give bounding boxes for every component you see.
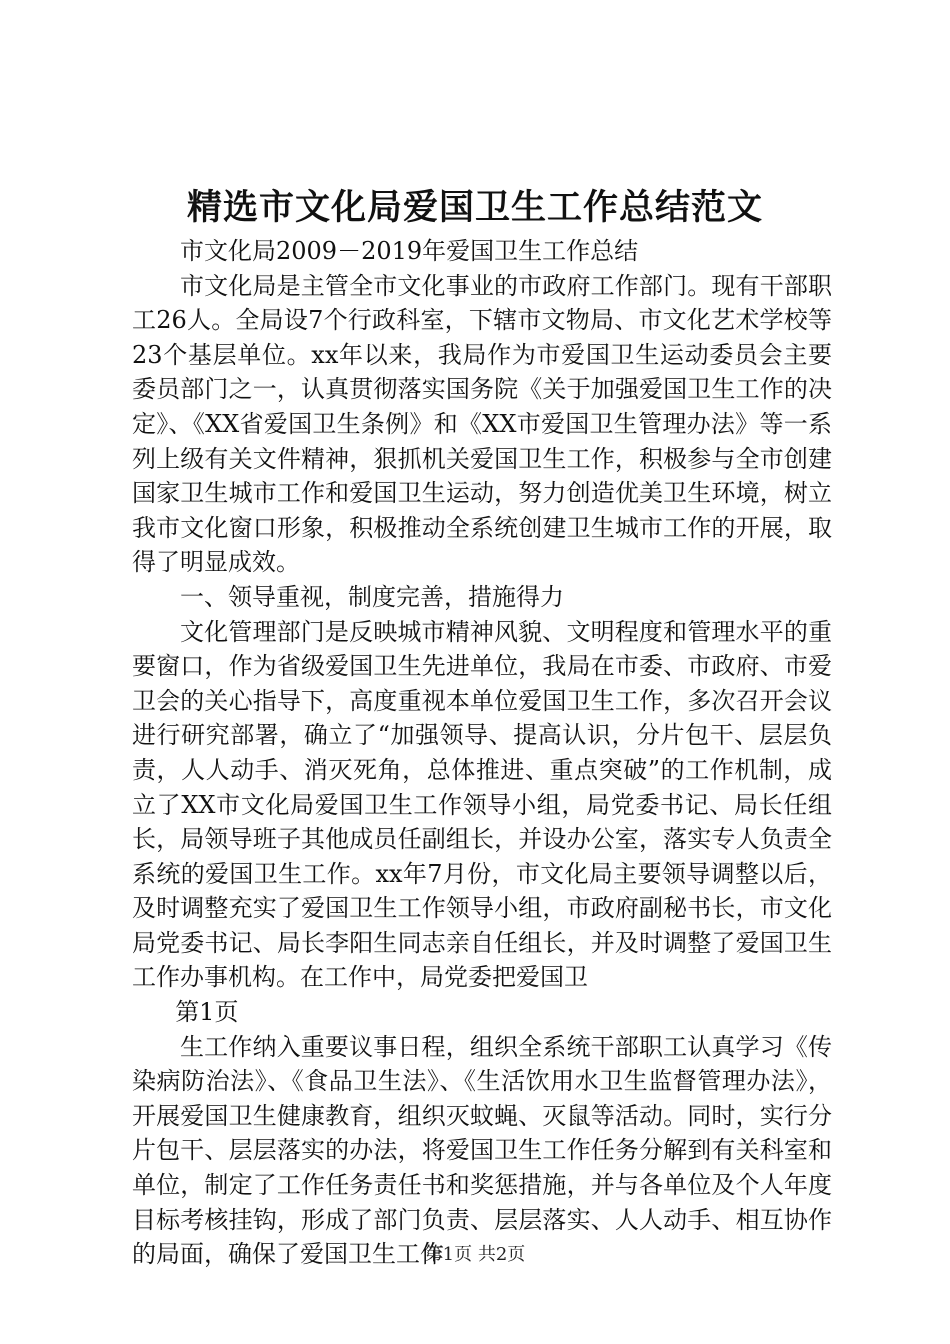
subtitle-paragraph: 市文化局2009－2019年爱国卫生工作总结	[180, 237, 639, 265]
body-paragraph: 生工作纳入重要议事日程，组织全系统干部职工认真学习《传染病防治法》、《食品卫生法》、《生活饮用水卫生监督管理办法》，开展爱国卫生健康教育，组织灭蚊蝇、灭鼠等活动。同时，实行分片包干、层层落实的办法，将爱国卫生工作任务分解到有关科室和单位，制定了工作任务责任书和奖惩措施，并与各单位及个人年度目标考核挂钩，形成了部门负责、层层落实、人人动手、相互协作的局面，确保了爱国卫生工作	[132, 1032, 832, 1269]
body-paragraph: 文化管理部门是反映城市精神风貌、文明程度和管理水平的重要窗口，作为省级爱国卫生先进单位，我局在市委、市政府、市爱卫会的关心指导下，高度重视本单位爱国卫生工作，多次召开会议进行研究部署，确立了“加强领导、提高认识，分片包干、层层负责，人人动手、消灭死角，总体推进、重点突破”的工作机制，成立了XX市文化局爱国卫生工作领导小组，局党委书记、局长任组长，局领导班子其他成员任副组长，并设办公室，落实专人负责全系统的爱国卫生工作。xx年7月份，市文化局主要领导调整以后，及时调整充实了爱国卫生工作领导小组，市政府副秘书长，市文化局党委书记、局长李阳生同志亲自任组长，并及时调整了爱国卫生工作办事机构。在工作中，局党委把爱国卫	[132, 617, 832, 992]
section-heading: 一、领导重视，制度完善，措施得力	[180, 582, 564, 611]
body-paragraph: 市文化局是主管全市文化事业的市政府工作部门。现有干部职工26人。全局设7个行政科室，下辖市文物局、市文化艺术学校等23个基层单位。xx年以来，我局作为市爱国卫生运动委员会主要委员部门之一，认真贯彻落实国务院《关于加强爱国卫生工作的决定》、《XX省爱国卫生条例》和《XX市爱国卫生管理办法》等一系列上级有关文件精神，狠抓机关爱国卫生工作，积极参与全市创建国家卫生城市工作和爱国卫生运动，努力创造优美卫生环境，树立我市文化窗口形象，积极推动全系统创建卫生城市工作的开展，取得了明显成效。	[132, 271, 832, 577]
document-title: 精选市文化局爱国卫生工作总结范文	[186, 187, 763, 228]
document-body	[132, 234, 832, 1272]
page-footer: 第1页 共2页	[424, 1244, 526, 1265]
inline-page-marker: 第1页	[175, 998, 239, 1027]
